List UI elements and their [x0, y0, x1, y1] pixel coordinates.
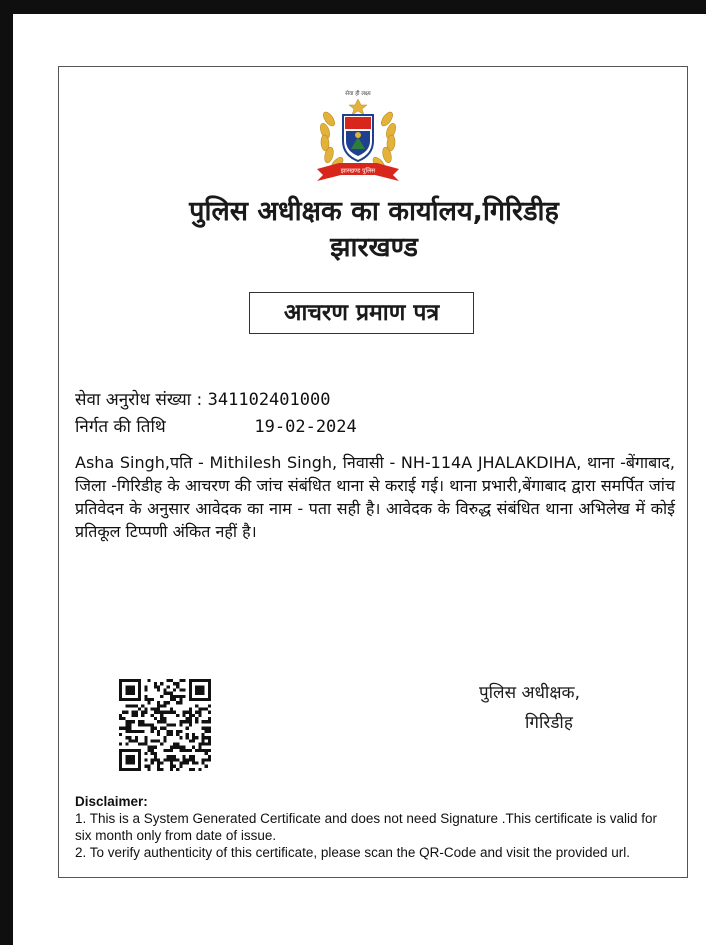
request-number-row	[75, 388, 330, 412]
page-background	[13, 14, 706, 945]
signatory-place: गिरिडीह	[525, 713, 573, 733]
disclaimer	[75, 793, 675, 861]
jharkhand-police-emblem	[299, 85, 417, 185]
character-certificate	[58, 66, 688, 878]
issue-date-value: 19-02-2024	[254, 417, 357, 437]
emblem-motto: सेवा ही लक्ष्य	[345, 91, 371, 97]
disclaimer-point-1: 1. This is a System Generated Certificate and does not need Signature .This certificate is valid for six month only from date of issue.	[75, 811, 658, 843]
request-number-label: सेवा अनुरोध संख्या :	[75, 390, 203, 410]
issue-date-row	[75, 415, 357, 439]
verification-qr-code[interactable]	[119, 679, 211, 771]
office-title: पुलिस अधीक्षक का कार्यालय,गिरिडीह	[189, 196, 559, 227]
certificate-body: Asha Singh,पति - Mithilesh Singh, निवासी - NH-114A JHALAKDIHA, थाना -बेंगाबाद, जिला -गिरिडीह के आचरण की जांच संबंधित थाना से कराई गई। थाना प्रभारी,बेंगाबाद द्वारा समर्पित जांच प्रतिवेदन के अनुसार आवेदक का नाम - पता सही है। आवेदक के विरुद्ध संबंधित थाना अभिलेख में कोई प्रतिकूल टिप्पणी अंकित नहीं है।	[75, 453, 675, 541]
disclaimer-title: Disclaimer:	[75, 794, 148, 809]
office-state: झारखण्ड	[330, 232, 418, 263]
disclaimer-point-2: 2. To verify authenticity of this certificate, please scan the QR-Code and visit the provided url.	[75, 845, 631, 860]
signatory-designation: पुलिस अधीक्षक,	[479, 683, 580, 703]
issue-date-label: निर्गत की तिथि	[75, 417, 166, 437]
certificate-title: आचरण प्रमाण पत्र	[249, 292, 474, 334]
emblem-banner-text: झारखण्ड पुलिस	[340, 167, 376, 175]
request-number-value: 341102401000	[207, 390, 331, 410]
